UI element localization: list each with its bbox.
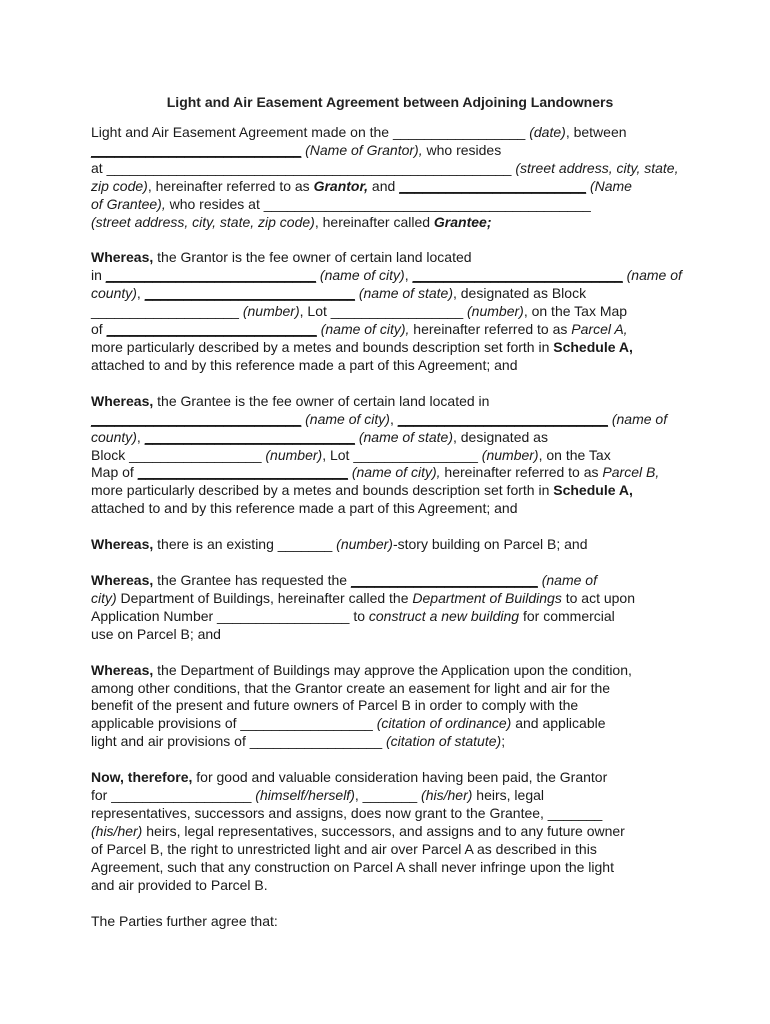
wd-line-3: benefit of the present and future owners of Parcel B in order to comply with the xyxy=(91,697,579,714)
intro-line-5: of Grantee), who resides at __________________________________________ xyxy=(91,195,591,212)
pa-line-1: The Parties further agree that: xyxy=(91,912,278,929)
nt-line-7: and air provided to Parcel B. xyxy=(91,876,268,893)
nt-line-2: for __________________ (himself/herself), _______ (his/her) heirs, legal xyxy=(91,787,544,804)
nt-line-1: Now, therefore, for good and valuable consideration having been paid, the Grantor xyxy=(91,769,608,786)
wr-line-3: Application Number _________________ to construct a new building for commercial xyxy=(91,607,615,624)
wr-line-1: Whereas, the Grantee has requested the ________________________ (name of xyxy=(91,572,597,589)
wb-line-1: Whereas, there is an existing _______ (number)-story building on Parcel B; and xyxy=(91,536,588,553)
wg-line-2: in ___________________________ (name of city), ___________________________ (name of xyxy=(91,267,682,284)
we-line-7: attached to and by this reference made a part of this Agreement; and xyxy=(91,500,518,517)
intro-line-3: at ____________________________________________________ (street address, city, state, xyxy=(91,159,679,176)
paragraph-whereas-request xyxy=(91,572,689,644)
wd-line-4: applicable provisions of _________________ (citation of ordinance) and applicable xyxy=(91,715,606,732)
intro-line-4: zip code), hereinafter referred to as Grantor, and ________________________ (Name xyxy=(91,177,632,194)
nt-line-3: representatives, successors and assigns, does now grant to the Grantee, _______ xyxy=(91,805,603,821)
paragraph-parties-agree xyxy=(91,913,689,931)
wd-line-5: light and air provisions of _________________ (citation of statute); xyxy=(91,733,506,750)
nt-line-4: (his/her) heirs, legal representatives, successors, and assigns and to any future owner xyxy=(91,822,625,839)
intro-line-6: (street address, city, state, zip code), hereinafter called Grantee; xyxy=(91,213,492,230)
intro-line-1: Light and Air Easement Agreement made on the _________________ (date), between xyxy=(91,124,627,140)
wg-line-6: more particularly described by a metes and bounds description set forth in Schedule A, xyxy=(91,338,633,355)
nt-line-5: of Parcel B, the right to unrestricted light and air over Parcel A as described in this xyxy=(91,840,597,857)
document-title: Light and Air Easement Agreement between Adjoining Landowners xyxy=(166,94,614,110)
paragraph-intro xyxy=(91,124,689,231)
wd-line-1: Whereas, the Department of Buildings may approve the Application upon the condition, xyxy=(91,661,632,678)
we-line-6: more particularly described by a metes and bounds description set forth in Schedule A, xyxy=(91,482,633,499)
nt-line-6: Agreement, such that any construction on Parcel A shall never infringe upon the light xyxy=(91,858,614,875)
paragraph-whereas-department xyxy=(91,662,689,752)
wr-line-2: city) Department of Buildings, hereinafter called the Department of Buildings to act upon xyxy=(91,589,635,606)
wg-line-4: ___________________ (number), Lot _________________ (number), on the Tax Map xyxy=(91,303,628,320)
we-line-5: Map of ___________________________ (name of city), hereinafter referred to as Parcel B, xyxy=(91,464,660,481)
wg-line-3: county), ___________________________ (name of state), designated as Block xyxy=(91,285,587,302)
document-page xyxy=(91,93,689,930)
paragraph-whereas-building xyxy=(91,536,689,554)
wg-line-7: attached to and by this reference made a part of this Agreement; and xyxy=(91,356,518,373)
we-line-4: Block _________________ (number), Lot ________________ (number), on the Tax xyxy=(91,446,611,463)
wg-line-1: Whereas, the Grantor is the fee owner of certain land located xyxy=(91,249,472,266)
we-line-1: Whereas, the Grantee is the fee owner of certain land located in xyxy=(91,392,490,409)
we-line-3: county), ___________________________ (name of state), designated as xyxy=(91,428,548,445)
wr-line-4: use on Parcel B; and xyxy=(91,625,221,642)
paragraph-whereas-grantee xyxy=(91,393,689,518)
paragraph-now-therefore xyxy=(91,769,689,894)
wg-line-5: of ___________________________ (name of city), hereinafter referred to as Parcel A, xyxy=(91,321,628,338)
we-line-2: ___________________________ (name of city), ___________________________ (name of xyxy=(91,410,668,427)
paragraph-whereas-grantor xyxy=(91,249,689,374)
intro-line-2: ___________________________ (Name of Grantor), who resides xyxy=(91,141,502,158)
wd-line-2: among other conditions, that the Grantor create an easement for light and air for the xyxy=(91,679,611,696)
